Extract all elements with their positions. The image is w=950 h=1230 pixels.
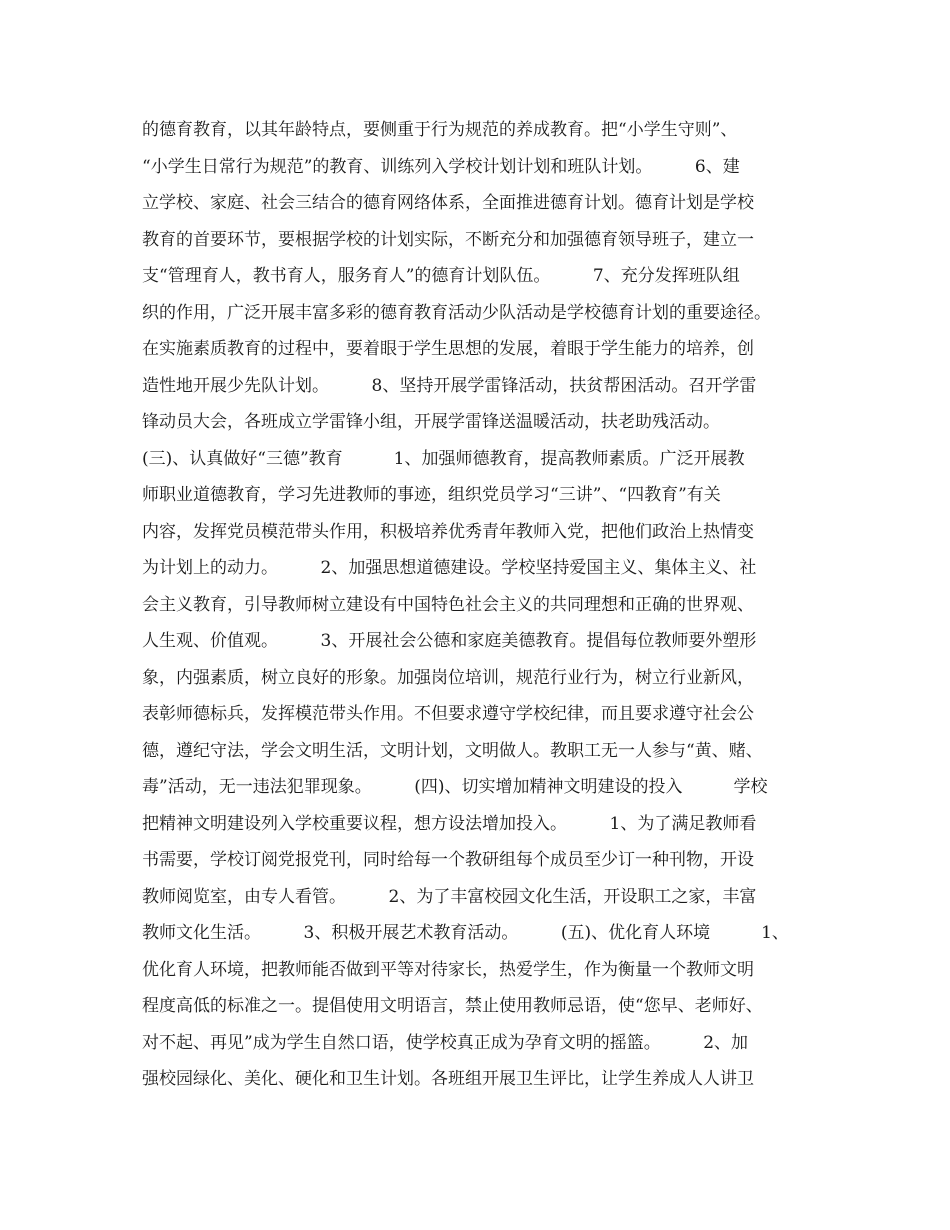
text-line: 人生观、价值观。 3、开展社会公德和家庭美德教育。提倡每位教师要外塑形 [142, 631, 757, 651]
text-line: 表彰师德标兵，发挥模范带头作用。不但要求遵守学校纪律，而且要求遵守社会公 [142, 704, 754, 724]
body-text [142, 112, 832, 1098]
text-line: 支“管理育人，教书育人，服务育人”的德育计划队伍。 7、充分发挥班队组 [142, 266, 740, 286]
text-line: 毒”活动，无一违法犯罪现象。 (四)、切实增加精神文明建设的投入 学校 [142, 777, 768, 797]
text-line: 象，内强素质，树立良好的形象。加强岗位培训，规范行业行为，树立行业新风， [142, 667, 754, 688]
text-line: 为计划上的动力。 2、加强思想道德建设。学校坚持爱国主义、集体主义、社 [142, 558, 757, 578]
text-line: 立学校、家庭、社会三结合的德育网络体系，全面推进德育计划。德育计划是学校 [142, 193, 754, 213]
text-line: 强校园绿化、美化、硬化和卫生计划。各班组开展卫生评比，让学生养成人人讲卫 [142, 1069, 754, 1089]
text-line: 造性地开展少先队计划。 8、坚持开展学雷锋活动，扶贫帮困活动。召开学雷 [142, 375, 757, 396]
text-line: 优化育人环境，把教师能否做到平等对待家长，热爱学生，作为衡量一个教师文明 [142, 959, 754, 980]
text-line: (三)、认真做好“三德”教育 1、加强师德教育，提高教师素质。广泛开展教 [142, 448, 745, 469]
text-line: 对不起、再见”成为学生自然口语，使学校真正成为孕育文明的摇篮。 2、加 [142, 1032, 749, 1053]
text-line: 师职业道德教育，学习先进教师的事迹，组织党员学习“三讲”、“四教育”有关 [142, 485, 721, 505]
text-line: 在实施素质教育的过程中，要着眼于学生思想的发展，着眼于学生能力的培养，创 [142, 339, 754, 359]
text-line: “小学生日常行为规范”的教育、训练列入学校计划计划和班队计划。 6、建 [142, 156, 740, 177]
text-line: 的德育教育，以其年龄特点，要侧重于行为规范的养成教育。把“小学生守则”、 [142, 120, 738, 140]
text-line: 把精神文明建设列入学校重要议程，想方设法增加投入。 1、为了满足教师看 [142, 813, 757, 834]
text-line: 织的作用，广泛开展丰富多彩的德育教育活动少队活动是学校德育计划的重要途径。 [142, 302, 771, 323]
text-line: 教育的首要环节，要根据学校的计划实际，不断充分和加强德育领导班子，建立一 [142, 229, 754, 250]
text-line: 书需要，学校订阅党报党刊，同时给每一个教研组每个成员至少订一种刊物，开设 [142, 850, 754, 870]
text-line: 内容，发挥党员模范带头作用，积极培养优秀青年教师入党，把他们政治上热情变 [142, 521, 754, 542]
text-line: 程度高低的标准之一。提倡使用文明语言，禁止使用教师忌语，使“您早、老师好、 [142, 996, 763, 1016]
text-line: 教师阅览室，由专人看管。 2、为了丰富校园文化生活，开设职工之家，丰富 [142, 886, 757, 907]
text-line: 锋动员大会，各班成立学雷锋小组，开展学雷锋送温暖活动，扶老助残活动。 [142, 412, 720, 432]
text-line: 德，遵纪守法，学会文明生活，文明计划，文明做人。教职工无一人参与“黄、赌、 [142, 740, 763, 761]
text-line: 教师文化生活。 3、积极开展艺术教育活动。 (五)、优化育人环境 1、 [142, 923, 789, 943]
text-line: 会主义教育，引导教师树立建设有中国特色社会主义的共同理想和正确的世界观、 [142, 594, 754, 615]
